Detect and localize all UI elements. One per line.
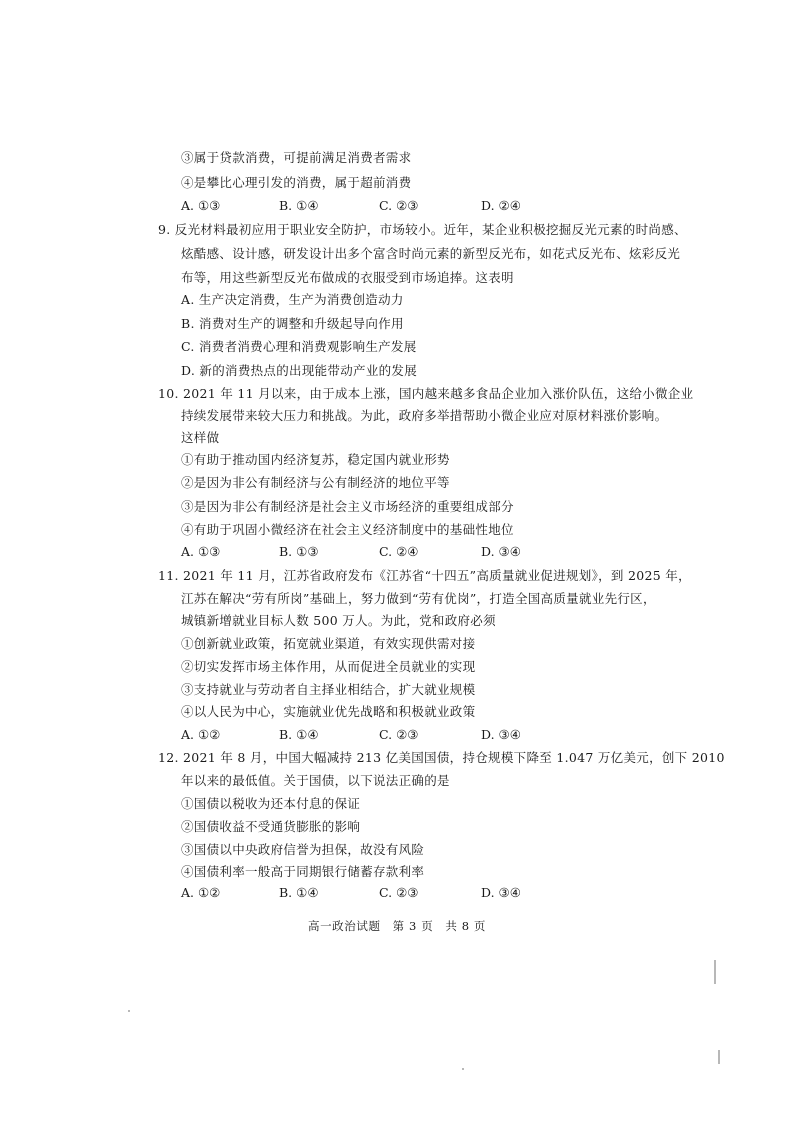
q11-stem-line-2: 江苏在解决“劳有所岗”基础上，努力做到“劳有优岗”，打造全国高质量就业先行区， (181, 591, 656, 606)
q10-option-c: C. ②④ (379, 544, 419, 559)
q12-statement-3: ③国债以中央政府信誉为担保，故没有风险 (181, 842, 425, 857)
q9-choice-a: A. 生产决定消费，生产为消费创造动力 (181, 292, 404, 307)
q12-option-d: D. ③④ (481, 885, 521, 900)
q9-stem-line-1: 9. 反光材料最初应用于职业安全防护，市场较小。近年，某企业积极挖掘反光元素的时尚感、 (158, 222, 687, 237)
q11-option-d: D. ③④ (481, 727, 521, 742)
q12-stem-line-1: 12. 2021 年 8 月，中国大幅减持 213 亿美国国债，持仓规模下降至 1.047 万亿美元，创下 2010 (158, 750, 725, 765)
q11-statement-3: ③支持就业与劳动者自主择业相结合，扩大就业规模 (181, 682, 476, 697)
q10-stem-line-2: 持续发展带来较大压力和挑战。为此，政府多举措帮助小微企业应对原材料涨价影响。 (181, 408, 668, 423)
q10-statement-3: ③是因为非公有制经济是社会主义市场经济的重要组成部分 (181, 499, 514, 514)
q12-option-b: B. ①④ (279, 885, 319, 900)
q11-stem-line-1: 11. 2021 年 11 月，江苏省政府发布《江苏省“十四五”高质量就业促进规划》，到 2025 年， (158, 568, 691, 583)
q12-option-a: A. ①② (181, 885, 221, 900)
q11-option-b: B. ①④ (279, 727, 319, 742)
q10-option-d: D. ③④ (481, 544, 521, 559)
q8-option-c: C. ②③ (379, 198, 419, 213)
q9-choice-c: C. 消费者消费心理和消费观影响生产发展 (181, 339, 417, 354)
q10-statement-1: ①有助于推动国内经济复苏，稳定国内就业形势 (181, 452, 450, 467)
q10-statement-2: ②是因为非公有制经济与公有制经济的地位平等 (181, 475, 450, 490)
q8-options (181, 198, 581, 214)
q10-statement-4: ④有助于巩固小微经济在社会主义经济制度中的基础性地位 (181, 522, 514, 537)
q11-statement-1: ①创新就业政策，拓宽就业渠道，有效实现供需对接 (181, 636, 476, 651)
q10-option-b: B. ①③ (279, 544, 319, 559)
q12-statement-4: ④国债利率一般高于同期银行储蓄存款利率 (181, 864, 425, 879)
q10-stem-line-3: 这样做 (181, 430, 220, 445)
scan-speck (718, 1050, 720, 1064)
q11-option-a: A. ①② (181, 727, 221, 742)
page-footer: 高一政治试题 第 3 页 共 8 页 (307, 919, 487, 933)
q10-options (181, 544, 581, 560)
q8-option-b: B. ①④ (279, 198, 319, 213)
q8-option-a: A. ①③ (181, 198, 221, 213)
q10-stem-line-1: 10. 2021 年 11 月以来，由于成本上涨，国内越来越多食品企业加入涨价队伍，这给小微企业 (158, 386, 694, 401)
q9-stem-line-2: 炫酷感、设计感，研发设计出多个富含时尚元素的新型反光布，如花式反光布、炫彩反光 (181, 246, 681, 261)
scan-speck (128, 1010, 130, 1012)
scan-speck (462, 1068, 464, 1070)
q12-statement-2: ②国债收益不受通货膨胀的影响 (181, 819, 361, 834)
q12-options (181, 885, 581, 901)
q8-option-d: D. ②④ (481, 198, 521, 213)
q11-statement-4: ④以人民为中心，实施就业优先战略和积极就业政策 (181, 704, 476, 719)
q11-option-c: C. ②③ (379, 727, 419, 742)
q9-choice-d: D. 新的消费热点的出现能带动产业的发展 (181, 363, 418, 378)
q8-statement-3: ③属于贷款消费，可提前满足消费者需求 (181, 150, 412, 165)
q12-option-c: C. ②③ (379, 885, 419, 900)
q12-stem-line-2: 年以来的最低值。关于国债，以下说法正确的是 (181, 773, 450, 788)
q11-statement-2: ②切实发挥市场主体作用，从而促进全员就业的实现 (181, 659, 476, 674)
q10-option-a: A. ①③ (181, 544, 221, 559)
q9-stem-line-3: 布等，用这些新型反光布做成的衣服受到市场追捧。这表明 (181, 270, 514, 285)
q11-stem-line-3: 城镇新增就业目标人数 500 万人。为此，党和政府必须 (181, 613, 496, 628)
scan-speck (714, 960, 716, 984)
q9-choice-b: B. 消费对生产的调整和升级起导向作用 (181, 316, 404, 331)
q11-options (181, 727, 581, 743)
q8-statement-4: ④是攀比心理引发的消费，属于超前消费 (181, 175, 412, 190)
q12-statement-1: ①国债以税收为还本付息的保证 (181, 796, 361, 811)
